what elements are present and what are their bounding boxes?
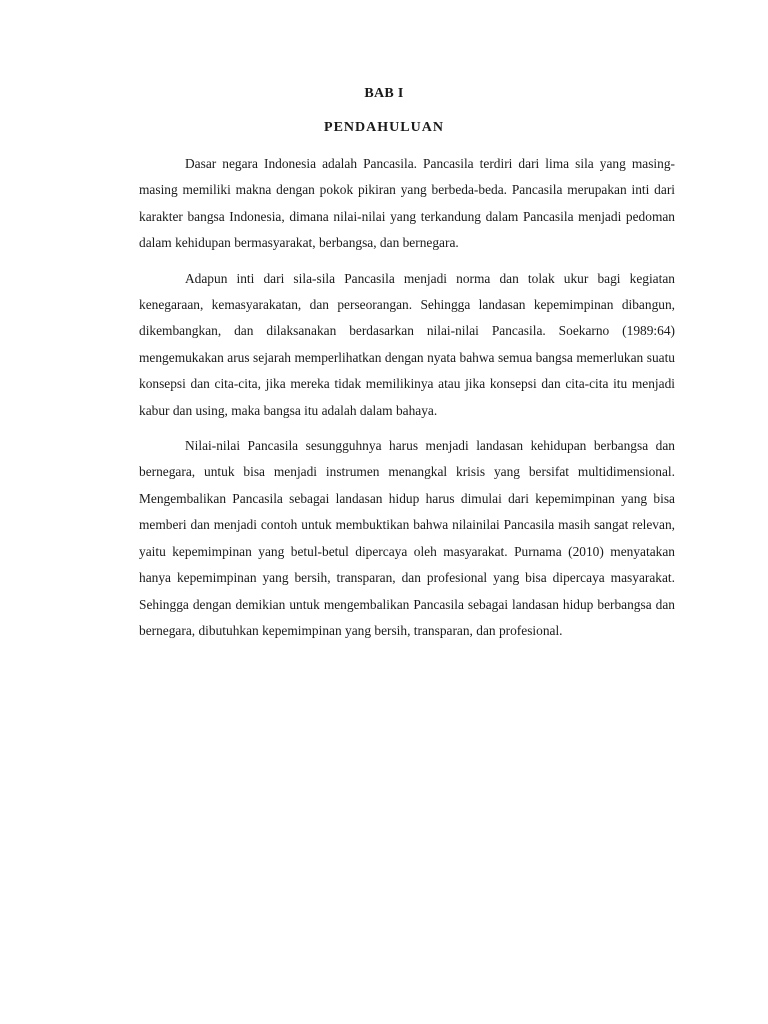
paragraph-2: Adapun inti dari sila-sila Pancasila menjadi norma dan tolak ukur bagi kegiatan kenegaraan, kemasyarakatan, dan perseorangan. Sehingga landasan kepemimpinan dibangun, dikembangkan, dan dilaksanakan berdasarkan nilai-nilai Pancasila. Soekarno (1989:64) mengemukakan arus sejarah memperlihatkan dengan nyata bahwa semua bangsa memerlukan suatu konsepsi dan cita-cita, jika mereka tidak memilikinya atau jika konsepsi dan cita-cita itu menjadi kabur dan using, maka bangsa itu adalah dalam bahaya. bbox=[139, 270, 675, 418]
chapter-number: BAB I bbox=[364, 86, 404, 101]
paragraph-3: Nilai-nilai Pancasila sesungguhnya harus menjadi landasan kehidupan berbangsa dan bernegara, untuk bisa menjadi instrumen menangkal krisis yang bersifat multidimensional. Mengembalikan Pancasila sebagai landasan hidup harus dimulai dari kepemimpinan yang bisa memberi dan menjadi contoh untuk membuktikan bahwa nilainilai Pancasila masih sangat relevan, yaitu kepemimpinan yang betul-betul dipercaya oleh masyarakat. Purnama (2010) menyatakan hanya kepemimpinan yang bersih, transparan, dan profesional yang bisa dipercaya masyarakat. Sehingga dengan demikian untuk mengembalikan Pancasila sebagai landasan hidup berbangsa dan bernegara, dibutuhkan kepemimpinan yang bersih, transparan, dan profesional. bbox=[139, 438, 675, 638]
paragraph-1: Dasar negara Indonesia adalah Pancasila. Pancasila terdiri dari lima sila yang masing-masing memiliki makna dengan pokok pikiran yang berbeda-beda. Pancasila merupakan inti dari karakter bangsa Indonesia, dimana nilai-nilai yang terkandung dalam Pancasila menjadi pedoman dalam kehidupan bermasyarakat, berbangsa, dan bernegara. bbox=[139, 156, 675, 251]
body-text bbox=[139, 151, 675, 653]
chapter-title: PENDAHULUAN bbox=[324, 120, 444, 135]
